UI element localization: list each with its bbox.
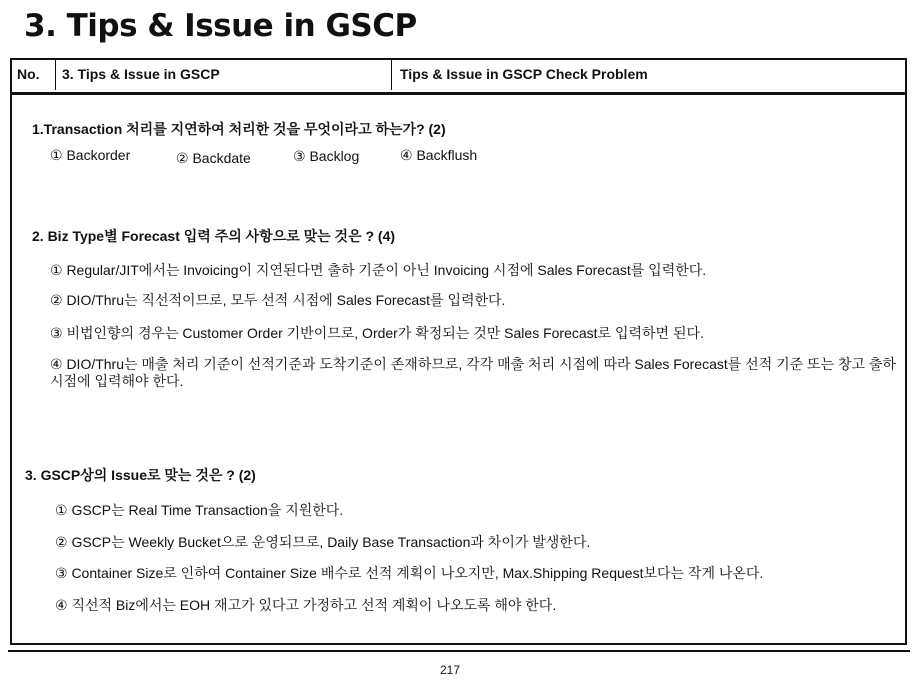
question-2: 2. Biz Type별 Forecast 입력 주의 사항으로 맞는 것은 ? (4) bbox=[32, 228, 396, 244]
q3-option-2: ② GSCP는 Weekly Bucket으로 운영되므로, Daily Base Transaction과 차이가 발생한다. bbox=[55, 534, 591, 550]
footer-rule bbox=[8, 650, 910, 652]
header-no: No. bbox=[12, 60, 56, 90]
q1-option-1: ① Backorder bbox=[50, 147, 131, 163]
question-1: 1.Transaction 처리를 지연하여 처리한 것을 무엇이라고 하는가? (2) bbox=[32, 121, 446, 137]
page-title: 3. Tips & Issue in GSCP bbox=[24, 8, 417, 44]
header-check: Tips & Issue in GSCP Check Problem bbox=[400, 66, 648, 82]
header-divider bbox=[12, 94, 905, 95]
table-header bbox=[12, 60, 905, 94]
page-number: 217 bbox=[440, 663, 461, 677]
q2-option-2: ② DIO/Thru는 직선적이므로, 모두 선적 시점에 Sales Forecast를 입력한다. bbox=[50, 292, 506, 308]
q2-option-4: ④ DIO/Thru는 매출 처리 기준이 선적기준과 도착기준이 존재하므로, 각각 매출 처리 시점에 따라 Sales Forecast를 선적 기준 또는 창고 출하 시점에 입력해야 한다. bbox=[50, 356, 896, 389]
q3-option-1: ① GSCP는 Real Time Transaction을 지원한다. bbox=[55, 502, 344, 518]
header-title: 3. Tips & Issue in GSCP bbox=[56, 60, 392, 90]
q3-option-3: ③ Container Size로 인하여 Container Size 배수로 선적 계획이 나오지만, Max.Shipping Request보다는 작게 나온다. bbox=[55, 565, 764, 581]
q1-option-4: ④ Backflush bbox=[400, 147, 478, 163]
question-3: 3. GSCP상의 Issue로 맞는 것은 ? (2) bbox=[25, 467, 256, 483]
q2-option-1: ① Regular/JIT에서는 Invoicing이 지연된다면 출하 기준이 아닌 Invoicing 시점에 Sales Forecast를 입력한다. bbox=[50, 262, 707, 278]
q1-option-2: ② Backdate bbox=[176, 150, 251, 166]
content-frame bbox=[10, 58, 907, 645]
q3-option-4: ④ 직선적 Biz에서는 EOH 재고가 있다고 가정하고 선적 계획이 나오도록 해야 한다. bbox=[55, 597, 557, 613]
q2-option-3: ③ 비법인향의 경우는 Customer Order 기반이므로, Order가 확정되는 것만 Sales Forecast로 입력하면 된다. bbox=[50, 325, 704, 341]
q1-option-3: ③ Backlog bbox=[293, 148, 360, 164]
